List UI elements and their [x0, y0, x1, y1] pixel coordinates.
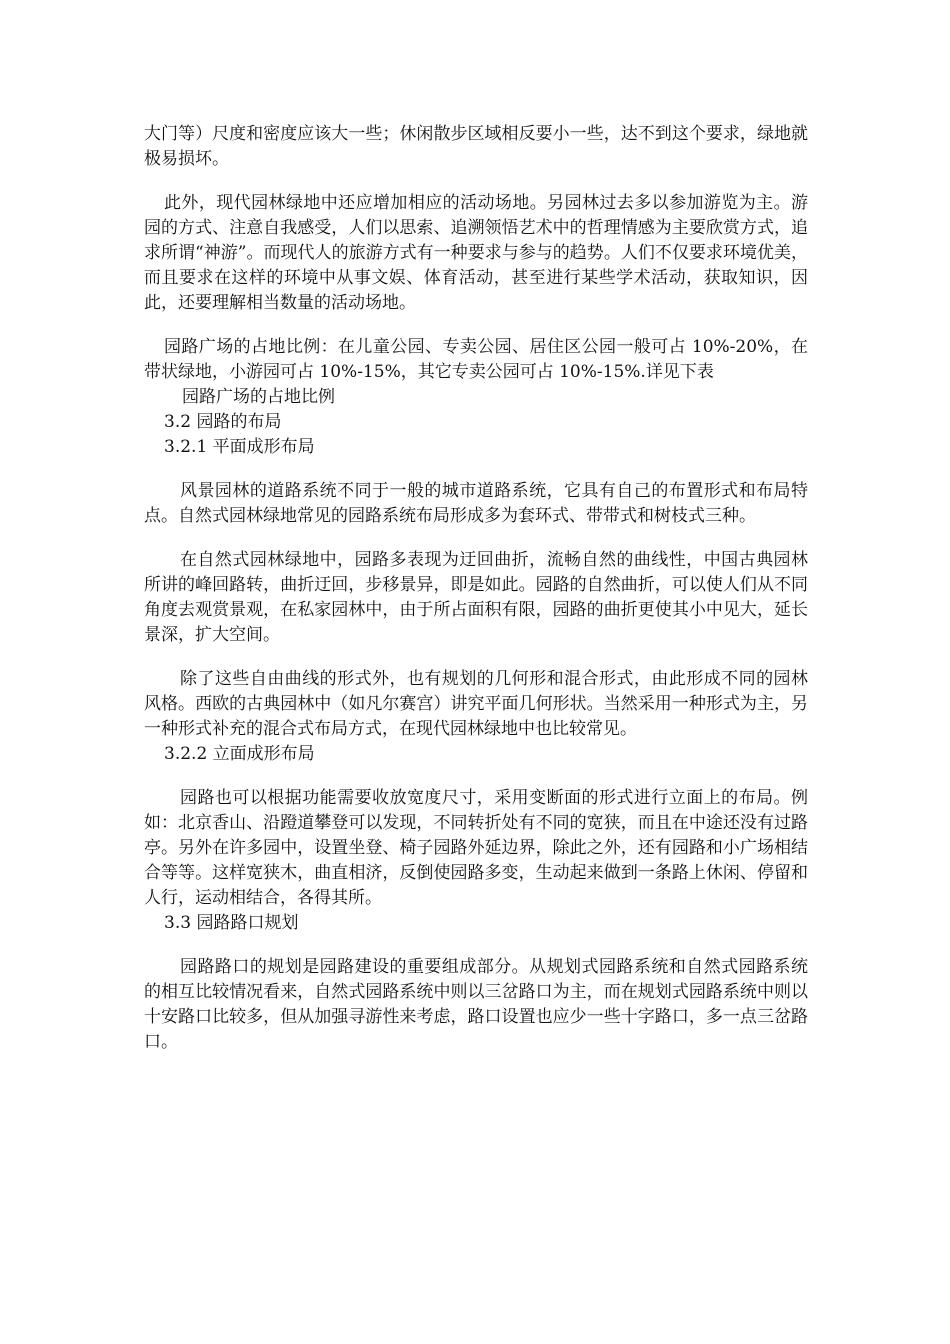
paragraph-road-system: 风景园林的道路系统不同于一般的城市道路系统，它具有自己的布置形式和布局特点。自然式园林绿地常见的园路系统布局形成多为套环式、带带式和树枝式三种。 [144, 481, 808, 526]
section-heading-3-2: 3.2 园路的布局 [164, 412, 282, 432]
document-page [144, 122, 808, 1055]
paragraph-geometric-forms: 除了这些自由曲线的形式外，也有规划的几何形和混合形式，由此形成不同的园林风格。西欧的古典园林中（如凡尔赛宫）讲究平面几何形状。当然采用一种形式为主，另一种形式补充的混合式布局方式，在现代园林绿地中也比较常见。 [144, 669, 808, 739]
section-heading-3-3: 3.3 园路路口规划 [164, 913, 299, 933]
table-caption: 园路广场的占地比例 [182, 387, 335, 407]
paragraph-vertical-layout: 园路也可以根据功能需要收放宽度尺寸，采用变断面的形式进行立面上的布局。例如：北京香山、沿蹬道攀登可以发现，不同转折处有不同的宽狭，而且在中途还没有过路亭。另外在许多园中，设置坐登、椅子园路外延边界，除此之外，还有园路和小广场相结合等等。这样宽狭木，曲直相济，反倒使园路多变，生动起来做到一条路上休闲、停留和人行，运动相结合，各得其所。 [144, 788, 808, 908]
paragraph-activity-space: 此外，现代园林绿地中还应增加相应的活动场地。另园林过去多以参加游览为主。游园的方式、注意自我感受，人们以思索、追溯领悟艺术中的哲理情感为主要欣赏方式，追求所谓“神游”。而现代人的旅游方式有一种要求与参与的趋势。人们不仅要求环境优美，而且要求在这样的环境中从事文娱、体育活动，甚至进行某些学术活动，获取知识，因此，还要理解相当数量的活动场地。 [144, 193, 808, 313]
paragraph-land-ratio: 园路广场的占地比例：在儿童公园、专卖公园、居住区公园一般可占 10%-20%，在带状绿地，小游园可占 10%-15%，其它专卖公园可占 10%-15%.详见下表 [144, 337, 808, 382]
section-heading-3-2-2: 3.2.2 立面成形布局 [164, 744, 315, 764]
section-heading-3-2-1: 3.2.1 平面成形布局 [164, 437, 315, 457]
paragraph-intersection-planning: 园路路口的规划是园路建设的重要组成部分。从规划式园路系统和自然式园路系统的相互比较情况看来，自然式园路系统中则以三岔路口为主，而在规划式园路系统中则以十安路口比较多，但从加强寻游性来考虑，路口设置也应少一些十字路口，多一点三岔路口。 [144, 957, 808, 1052]
paragraph-entrance-scale: 大门等）尺度和密度应该大一些；休闲散步区域相反要小一些，达不到这个要求，绿地就极易损坏。 [144, 124, 808, 169]
paragraph-natural-curves: 在自然式园林绿地中，园路多表现为迂回曲折，流畅自然的曲线性，中国古典园林所讲的峰回路转，曲折迂回，步移景异，即是如此。园路的自然曲折，可以使人们从不同角度去观赏景观，在私家园林中，由于所占面积有限，园路的曲折更使其小中见大，延长景深，扩大空间。 [144, 550, 808, 645]
